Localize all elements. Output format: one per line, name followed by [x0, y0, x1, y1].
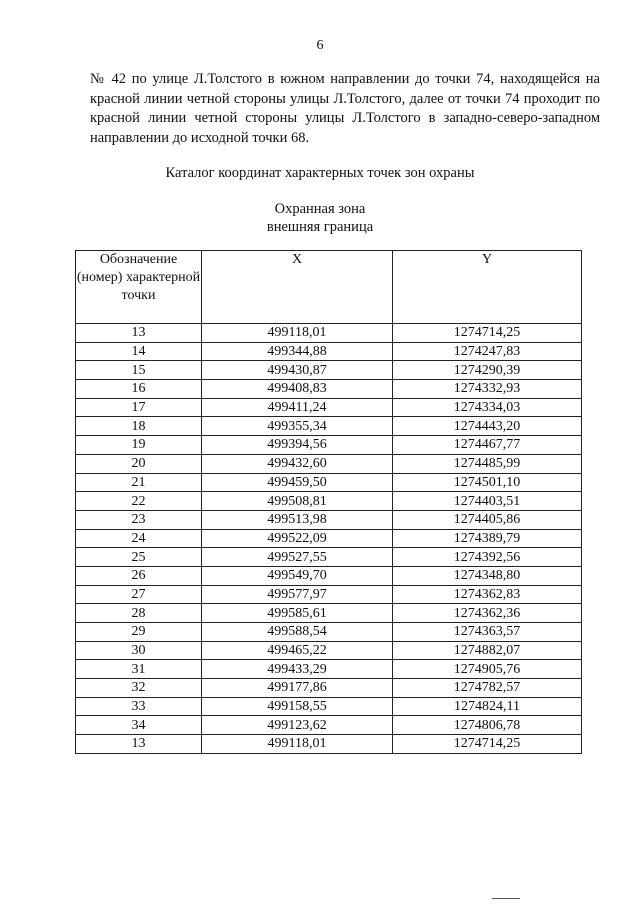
cell-point: 20: [76, 454, 202, 473]
cell-point: 15: [76, 361, 202, 380]
cell-y: 1274405,86: [393, 510, 582, 529]
table-row: [76, 510, 582, 529]
cell-y: 1274501,10: [393, 473, 582, 492]
table-row: [76, 492, 582, 511]
cell-point: 14: [76, 342, 202, 361]
cell-y: 1274334,03: [393, 398, 582, 417]
cell-x: 499433,29: [202, 660, 393, 679]
cell-point: 22: [76, 492, 202, 511]
cell-x: 499549,70: [202, 566, 393, 585]
cell-x: 499577,97: [202, 585, 393, 604]
cell-y: 1274363,57: [393, 623, 582, 642]
cell-y: 1274882,07: [393, 641, 582, 660]
zone-subtitle: внешняя граница: [266, 219, 374, 235]
cell-point: 21: [76, 473, 202, 492]
cell-point: 24: [76, 529, 202, 548]
cell-y: 1274332,93: [393, 380, 582, 399]
table-row: [76, 716, 582, 735]
table-row: [76, 324, 582, 343]
cell-y: 1274824,11: [393, 697, 582, 716]
table-row: [76, 623, 582, 642]
cell-point: 31: [76, 660, 202, 679]
cell-y: 1274348,80: [393, 566, 582, 585]
cell-x: 499355,34: [202, 417, 393, 436]
cell-point: 26: [76, 566, 202, 585]
cell-y: 1274714,25: [393, 735, 582, 754]
cell-x: 499522,09: [202, 529, 393, 548]
table-row: [76, 697, 582, 716]
cell-x: 499430,87: [202, 361, 393, 380]
table-row: [76, 473, 582, 492]
table-row: [76, 585, 582, 604]
cell-y: 1274362,83: [393, 585, 582, 604]
table-row: [76, 679, 582, 698]
table-row: [76, 380, 582, 399]
cell-point: 33: [76, 697, 202, 716]
cell-point: 17: [76, 398, 202, 417]
cell-point: 34: [76, 716, 202, 735]
table-row: [76, 454, 582, 473]
table-header-row: [76, 251, 582, 324]
cell-y: 1274362,36: [393, 604, 582, 623]
header-point: Обозначение (номер) характерной точки: [76, 251, 202, 324]
cell-x: 499459,50: [202, 473, 393, 492]
page-number: 6: [316, 38, 324, 53]
cell-x: 499158,55: [202, 697, 393, 716]
cell-x: 499527,55: [202, 548, 393, 567]
zone-title: Охранная зона: [274, 201, 366, 217]
cell-point: 18: [76, 417, 202, 436]
intro-paragraph: № 42 по улице Л.Толстого в южном направлении до точки 74, находящейся на красной линии четной стороны улицы Л.Толстого, далее от точки 74 проходит по красной линии четной стороны улицы Л.Толстого в западно-северо-западном направлении до исходной точки 68.: [90, 71, 600, 146]
cell-x: 499118,01: [202, 735, 393, 754]
cell-x: 499585,61: [202, 604, 393, 623]
cell-x: 499394,56: [202, 436, 393, 455]
zone-heading: [0, 200, 640, 236]
cell-y: 1274403,51: [393, 492, 582, 511]
table-body: [76, 324, 582, 754]
table-row: [76, 398, 582, 417]
cell-x: 499177,86: [202, 679, 393, 698]
cell-point: 25: [76, 548, 202, 567]
cell-x: 499408,83: [202, 380, 393, 399]
cell-y: 1274247,83: [393, 342, 582, 361]
cell-y: 1274806,78: [393, 716, 582, 735]
coordinates-table: [75, 250, 582, 754]
cell-point: 32: [76, 679, 202, 698]
cell-y: 1274443,20: [393, 417, 582, 436]
table-row: [76, 342, 582, 361]
table-row: [76, 735, 582, 754]
cell-y: 1274905,76: [393, 660, 582, 679]
cell-x: 499432,60: [202, 454, 393, 473]
cell-point: 29: [76, 623, 202, 642]
cell-y: 1274290,39: [393, 361, 582, 380]
cell-y: 1274485,99: [393, 454, 582, 473]
cell-point: 23: [76, 510, 202, 529]
table-row: [76, 436, 582, 455]
cell-y: 1274714,25: [393, 324, 582, 343]
cell-x: 499465,22: [202, 641, 393, 660]
cell-x: 499123,62: [202, 716, 393, 735]
cell-y: 1274392,56: [393, 548, 582, 567]
cell-y: 1274467,77: [393, 436, 582, 455]
table-row: [76, 604, 582, 623]
cell-point: 27: [76, 585, 202, 604]
cell-point: 13: [76, 324, 202, 343]
cell-point: 28: [76, 604, 202, 623]
cell-x: 499118,01: [202, 324, 393, 343]
cell-x: 499588,54: [202, 623, 393, 642]
cell-x: 499513,98: [202, 510, 393, 529]
table-row: [76, 641, 582, 660]
cell-x: 499411,24: [202, 398, 393, 417]
cell-x: 499344,88: [202, 342, 393, 361]
table-row: [76, 361, 582, 380]
cell-x: 499508,81: [202, 492, 393, 511]
table-row: [76, 660, 582, 679]
cell-point: 16: [76, 380, 202, 399]
table-row: [76, 548, 582, 567]
header-y: Y: [393, 251, 582, 324]
cell-y: 1274389,79: [393, 529, 582, 548]
table-row: [76, 529, 582, 548]
table-row: [76, 417, 582, 436]
cell-y: 1274782,57: [393, 679, 582, 698]
cell-point: 30: [76, 641, 202, 660]
catalog-title: Каталог координат характерных точек зон охраны: [165, 165, 475, 181]
cell-point: 19: [76, 436, 202, 455]
table-row: [76, 566, 582, 585]
cell-point: 13: [76, 735, 202, 754]
header-x: X: [202, 251, 393, 324]
scan-artifact: [492, 898, 520, 899]
